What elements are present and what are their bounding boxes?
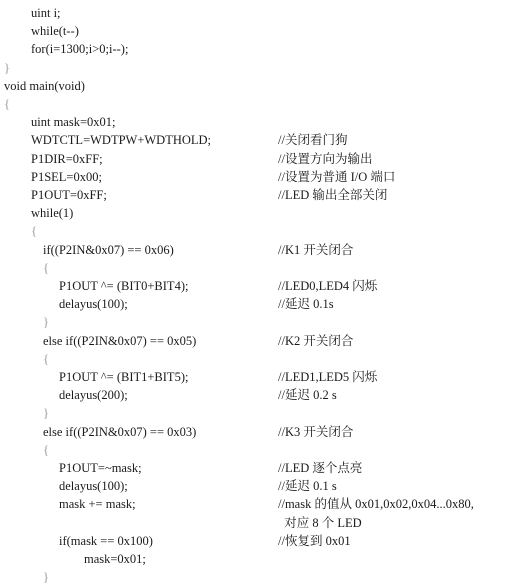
code-text: P1DIR=0xFF; <box>31 151 103 166</box>
code-comment: //LED 输出全部关闭 <box>278 188 388 202</box>
code-text: } <box>43 570 49 585</box>
code-text: void main(void) <box>4 78 85 93</box>
code-text: for(i=1300;i>0;i--); <box>31 42 129 57</box>
code-text: { <box>4 97 10 111</box>
code-comment: //关闭看门狗 <box>278 133 348 148</box>
code-text: P1OUT ^= (BIT0+BIT4); <box>59 279 189 293</box>
code-text: mask += mask; <box>59 497 136 512</box>
code-comment: //延迟 0.2 s <box>278 388 337 403</box>
code-text: uint i; <box>31 6 61 20</box>
code-text: } <box>43 406 49 421</box>
code-comment: //LED0,LED4 闪烁 <box>278 279 378 293</box>
code-text: if((P2IN&0x07) == 0x06) <box>43 242 174 257</box>
code-text: P1OUT=0xFF; <box>31 188 107 202</box>
code-comment: //K2 开关闭合 <box>278 333 354 348</box>
code-comment: //K1 开关闭合 <box>278 242 354 257</box>
code-text: delayus(100); <box>59 479 128 494</box>
code-text: else if((P2IN&0x07) == 0x03) <box>43 424 197 439</box>
code-text: P1SEL=0x00; <box>31 169 102 184</box>
code-text: while(t--) <box>31 24 79 39</box>
code-text: if(mask == 0x100) <box>59 533 153 548</box>
code-text: } <box>43 315 49 330</box>
code-comment: //设置方向为输出 <box>278 151 373 166</box>
code-text: delayus(200); <box>59 388 128 403</box>
code-text: { <box>43 260 49 275</box>
code-comment: //恢复到 0x01 <box>278 533 351 548</box>
code-text: P1OUT ^= (BIT1+BIT5); <box>59 370 189 384</box>
code-text: else if((P2IN&0x07) == 0x05) <box>43 333 197 348</box>
code-comment: //LED 逐个点亮 <box>278 461 363 475</box>
code-comment: //延迟 0.1s <box>278 297 334 312</box>
code-comment: //K3 开关闭合 <box>278 424 354 439</box>
code-text: while(1) <box>31 206 74 221</box>
code-text: P1OUT=~mask; <box>59 461 142 475</box>
code-text: delayus(100); <box>59 297 128 312</box>
code-text: uint mask=0x01; <box>31 115 116 130</box>
code-comment: //LED1,LED5 闪烁 <box>278 370 378 384</box>
code-text: } <box>4 60 10 75</box>
code-text: { <box>43 442 49 457</box>
code-comment: 对应 8 个 LED <box>278 515 362 530</box>
code-text: WDTCTL=WDTPW+WDTHOLD; <box>31 133 212 148</box>
code-text: mask=0x01; <box>84 552 146 566</box>
code-comment: //延迟 0.1 s <box>278 479 337 494</box>
code-comment: //设置为普通 I/O 端口 <box>278 169 396 184</box>
code-line <box>0 566 532 588</box>
code-comment: //mask 的值从 0x01,0x02,0x04...0x80, <box>278 497 474 512</box>
code-text: { <box>43 351 49 366</box>
code-text: { <box>31 224 37 239</box>
